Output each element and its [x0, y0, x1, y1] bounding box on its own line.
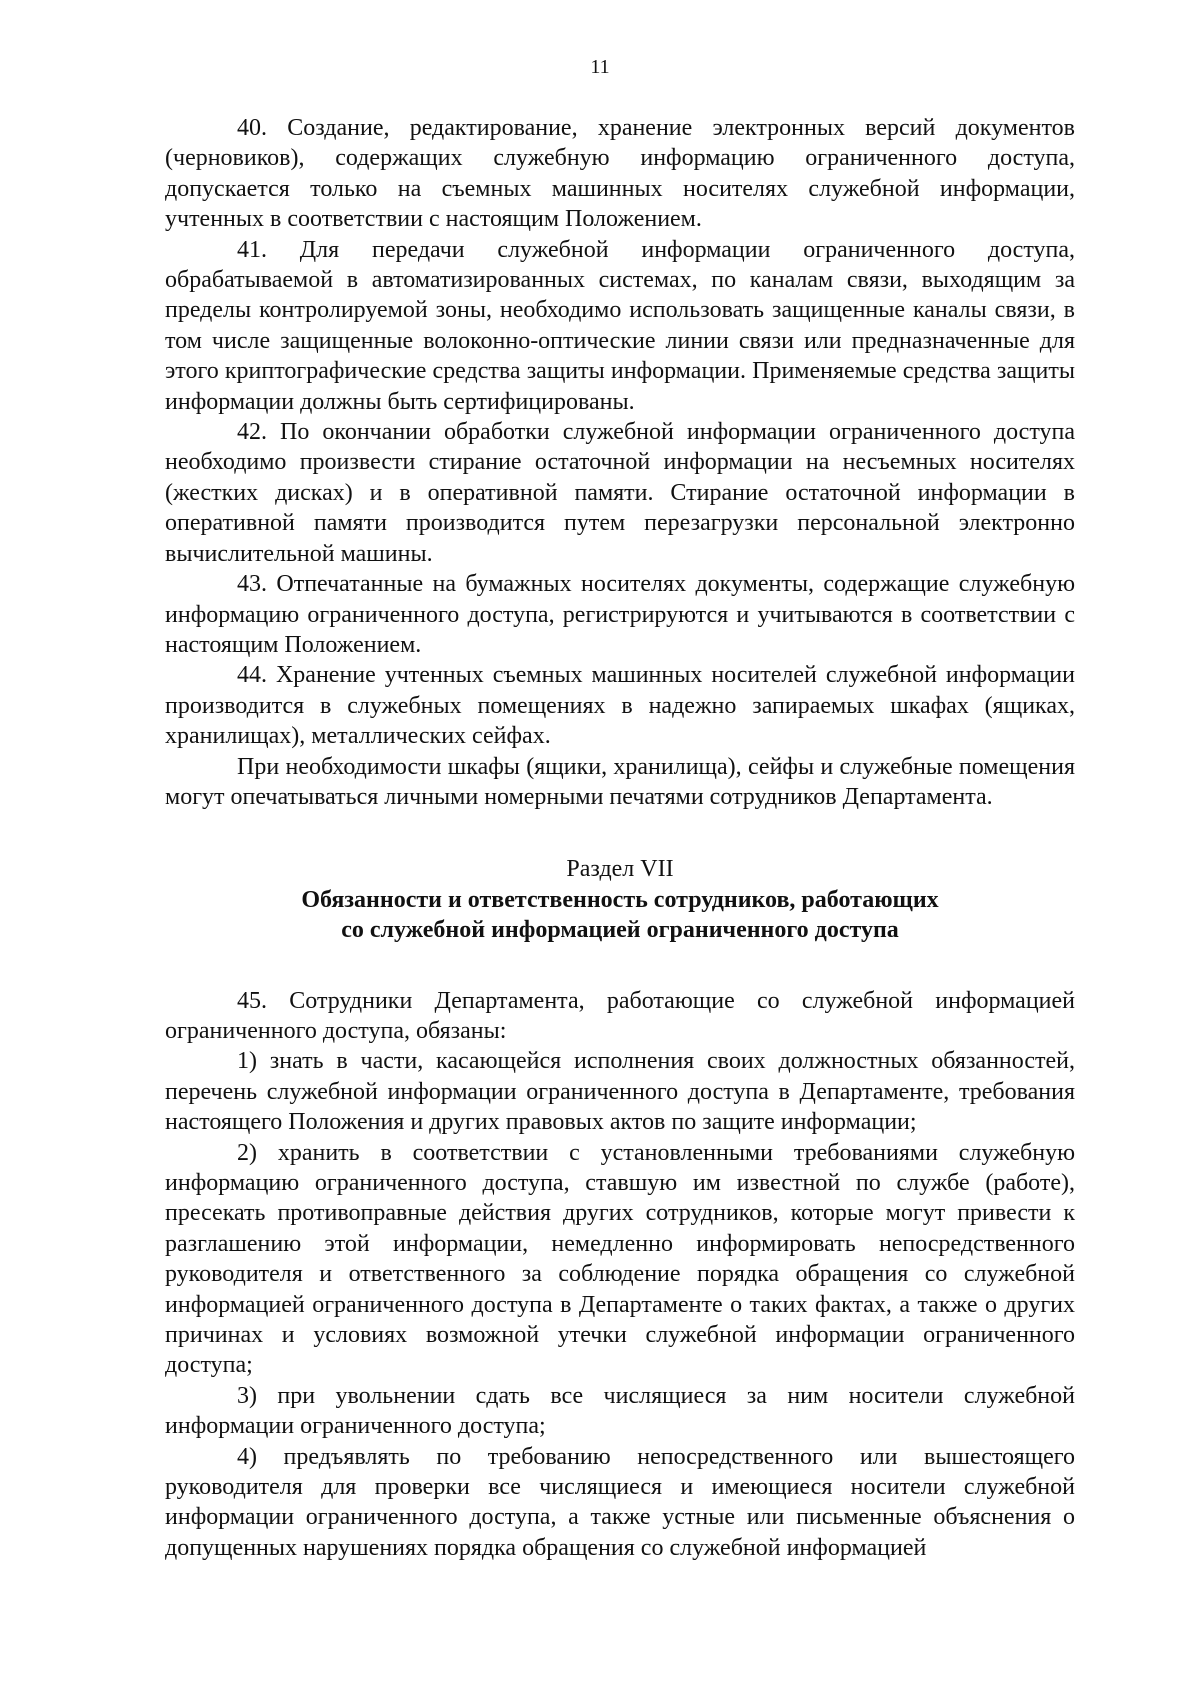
list-item-2: 2) хранить в соответствии с установленными требованиями служебную информацию ограниченного доступа, ставшую им известной по службе (работе), пресекать противоправные действия других сотрудников, которые могут привести к разглашению этой информации, немедленно информировать непосредственного руководителя и ответственного за соблюдение порядка обращения со служебной информацией ограниченного доступа в Департаменте о таких фактах, а также о других причинах и условиях возможной утечки служебной информации ограниченного доступа; — [165, 1139, 1075, 1379]
section-title-line-1: Обязанности и ответственность сотрудников, работающих — [301, 886, 939, 913]
paragraph-43: 43. Отпечатанные на бумажных носителях документы, содержащие служебную информацию ограниченного доступа, регистрируются и учитываются в соответствии с настоящим Положением. — [165, 571, 1075, 658]
list-item-4: 4) предъявлять по требованию непосредственного или вышестоящего руководителя для проверки все числящиеся и имеющиеся носители служебной информации ограниченного доступа, а также устные или письменные объяснения о допущенных нарушениях порядка обращения со служебной информацией — [165, 1443, 1075, 1561]
paragraph-41: 41. Для передачи служебной информации ограниченного доступа, обрабатываемой в автоматизированных системах, по каналам связи, выходящим за пределы контролируемой зоны, необходимо использовать защищенные каналы связи, в том числе защищенные волоконно-оптические линии связи или предназначенные для этого криптографические средства защиты информации. Применяемые средства защиты информации должны быть сертифицированы. — [165, 236, 1075, 415]
paragraph-40: 40. Создание, редактирование, хранение электронных версий документов (черновиков), содержащих служебную информацию ограниченного доступа, допускается только на съемных машинных носителях служебной информации, учтенных в соответствии с настоящим Положением. — [165, 115, 1075, 233]
document-body — [165, 113, 1075, 1563]
section-heading — [165, 854, 1075, 945]
paragraph-42: 42. По окончании обработки служебной информации ограниченного доступа необходимо произвести стирание остаточной информации на несъемных носителях (жестких дисках) и в оперативной памяти. Стирание остаточной информации в оперативной памяти производится путем перезагрузки персональной электронно вычислительной машины. — [165, 419, 1075, 567]
list-item-3: 3) при увольнении сдать все числящиеся за ним носители служебной информации ограниченного доступа; — [165, 1382, 1075, 1440]
list-item-1: 1) знать в части, касающейся исполнения своих должностных обязанностей, перечень служебной информации ограниченного доступа в Департаменте, требования настоящего Положения и других правовых актов по защите информации; — [165, 1048, 1075, 1136]
paragraph-45: 45. Сотрудники Департамента, работающие со служебной информацией ограниченного доступа, обязаны: — [165, 987, 1075, 1044]
section-label: Раздел VII — [566, 856, 674, 883]
paragraph-44: 44. Хранение учтенных съемных машинных носителей служебной информации производится в служебных помещениях в надежно запираемых шкафах (ящиках, хранилищах), металлических сейфах. — [165, 662, 1075, 750]
paragraph-44-continuation: При необходимости шкафы (ящики, хранилища), сейфы и служебные помещения могут опечатываться личными номерными печатями сотрудников Департамента. — [165, 753, 1075, 810]
page-number: 11 — [590, 56, 610, 78]
section-title-line-2: со служебной информацией ограниченного доступа — [341, 917, 899, 944]
